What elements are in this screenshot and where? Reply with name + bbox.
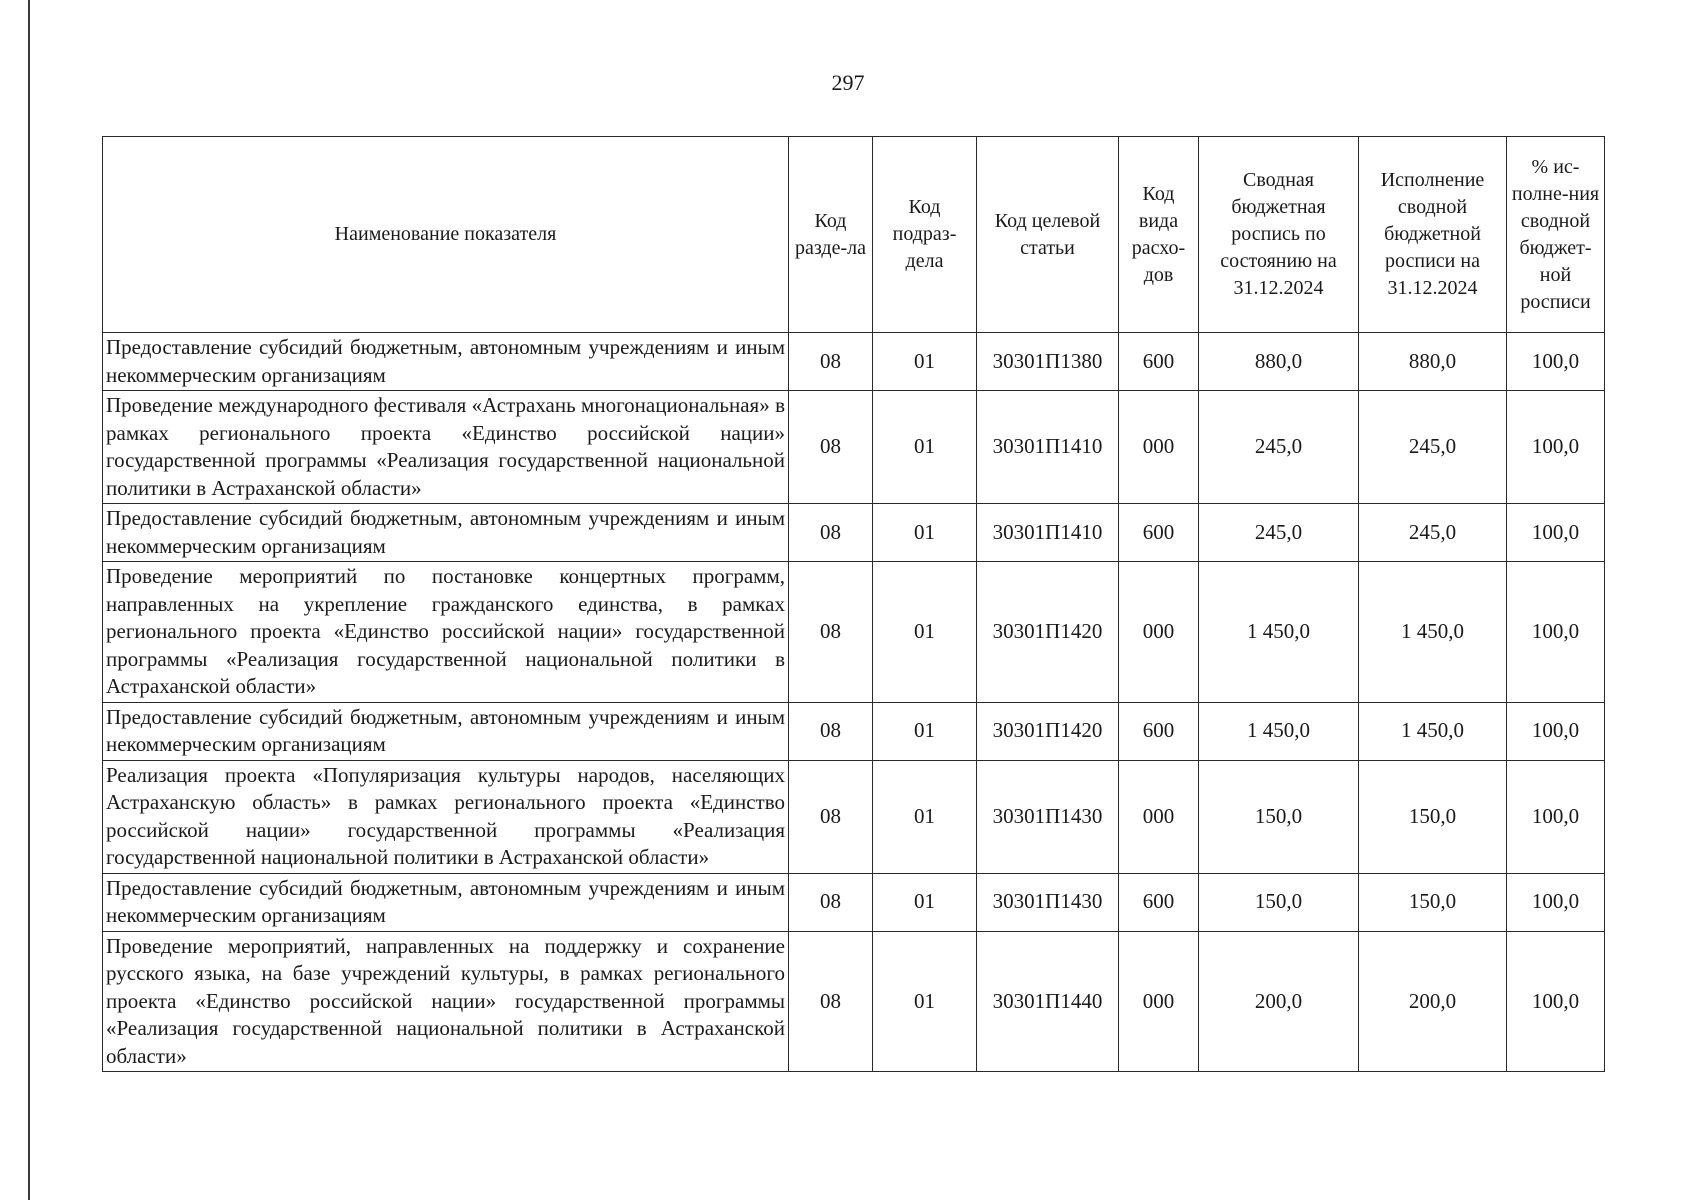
- row-expense-type: 000: [1119, 391, 1199, 504]
- table-header-row: [103, 137, 1605, 333]
- header-percent-execution: % ис-полне-ния сводной бюджет-ной росписи: [1507, 137, 1605, 333]
- row-subsection: 01: [873, 504, 977, 562]
- row-target: 30301П1410: [977, 391, 1119, 504]
- row-budget: 880,0: [1199, 333, 1359, 391]
- row-name: Предоставление субсидий бюджетным, автономным учреждениям и иным некоммерческим организациям: [103, 702, 789, 760]
- row-expense-type: 600: [1119, 702, 1199, 760]
- row-execution: 200,0: [1359, 931, 1507, 1072]
- row-section: 08: [789, 562, 873, 703]
- row-percent: 100,0: [1507, 760, 1605, 873]
- row-section: 08: [789, 873, 873, 931]
- page-number: 297: [831, 70, 865, 95]
- table-row: [103, 702, 1605, 760]
- row-target: 30301П1380: [977, 333, 1119, 391]
- row-target: 30301П1410: [977, 504, 1119, 562]
- row-percent: 100,0: [1507, 702, 1605, 760]
- row-percent: 100,0: [1507, 333, 1605, 391]
- row-budget: 200,0: [1199, 931, 1359, 1072]
- row-section: 08: [789, 931, 873, 1072]
- table-row: [103, 391, 1605, 504]
- table-row: [103, 504, 1605, 562]
- header-target-code: Код целевой статьи: [977, 137, 1119, 333]
- header-execution: Исполнение сводной бюджетной росписи на 31.12.2024: [1359, 137, 1507, 333]
- row-name: Предоставление субсидий бюджетным, автономным учреждениям и иным некоммерческим организациям: [103, 873, 789, 931]
- row-budget: 150,0: [1199, 873, 1359, 931]
- row-target: 30301П1440: [977, 931, 1119, 1072]
- header-section-code: Код разде-ла: [789, 137, 873, 333]
- row-section: 08: [789, 391, 873, 504]
- row-target: 30301П1420: [977, 562, 1119, 703]
- header-name: Наименование показателя: [103, 137, 789, 333]
- row-expense-type: 000: [1119, 931, 1199, 1072]
- row-section: 08: [789, 702, 873, 760]
- row-execution: 245,0: [1359, 504, 1507, 562]
- table-row: [103, 562, 1605, 703]
- budget-execution-table: [102, 136, 1605, 1072]
- table-row: [103, 931, 1605, 1072]
- page-binding-line: [28, 0, 30, 1200]
- row-execution: 1 450,0: [1359, 702, 1507, 760]
- table-row: [103, 873, 1605, 931]
- row-subsection: 01: [873, 760, 977, 873]
- row-target: 30301П1420: [977, 702, 1119, 760]
- row-percent: 100,0: [1507, 504, 1605, 562]
- row-section: 08: [789, 333, 873, 391]
- row-budget: 150,0: [1199, 760, 1359, 873]
- row-subsection: 01: [873, 562, 977, 703]
- row-subsection: 01: [873, 333, 977, 391]
- row-name: Предоставление субсидий бюджетным, автономным учреждениям и иным некоммерческим организациям: [103, 333, 789, 391]
- row-execution: 150,0: [1359, 873, 1507, 931]
- row-subsection: 01: [873, 873, 977, 931]
- row-subsection: 01: [873, 391, 977, 504]
- row-target: 30301П1430: [977, 873, 1119, 931]
- row-budget: 245,0: [1199, 391, 1359, 504]
- row-percent: 100,0: [1507, 873, 1605, 931]
- row-percent: 100,0: [1507, 562, 1605, 703]
- row-name: Предоставление субсидий бюджетным, автономным учреждениям и иным некоммерческим организациям: [103, 504, 789, 562]
- row-target: 30301П1430: [977, 760, 1119, 873]
- row-execution: 150,0: [1359, 760, 1507, 873]
- header-budget-schedule: Сводная бюджетная роспись по состоянию на 31.12.2024: [1199, 137, 1359, 333]
- row-budget: 245,0: [1199, 504, 1359, 562]
- row-expense-type: 600: [1119, 504, 1199, 562]
- row-execution: 880,0: [1359, 333, 1507, 391]
- table-row: [103, 333, 1605, 391]
- row-percent: 100,0: [1507, 391, 1605, 504]
- row-name: Проведение международного фестиваля «Астрахань многонациональная» в рамках регионального проекта «Единство российской нации» государственной программы «Реализация государственной национальной политики в Астраханской области»: [103, 391, 789, 504]
- row-expense-type: 000: [1119, 760, 1199, 873]
- row-name: Реализация проекта «Популяризация культуры народов, населяющих Астраханскую область» в рамках регионального проекта «Единство российской нации» государственной программы «Реализация государственной национальной политики в Астраханской области»: [103, 760, 789, 873]
- row-budget: 1 450,0: [1199, 562, 1359, 703]
- row-subsection: 01: [873, 931, 977, 1072]
- row-section: 08: [789, 760, 873, 873]
- row-expense-type: 600: [1119, 333, 1199, 391]
- table-row: [103, 760, 1605, 873]
- row-budget: 1 450,0: [1199, 702, 1359, 760]
- header-subsection-code: Код подраз-дела: [873, 137, 977, 333]
- header-expense-type-code: Код вида расхо-дов: [1119, 137, 1199, 333]
- row-percent: 100,0: [1507, 931, 1605, 1072]
- row-name: Проведение мероприятий, направленных на поддержку и сохранение русского языка, на базе учреждений культуры, в рамках регионального проекта «Единство российской нации» государственной программы «Реализация государственной национальной политики в Астраханской области»: [103, 931, 789, 1072]
- row-execution: 245,0: [1359, 391, 1507, 504]
- row-section: 08: [789, 504, 873, 562]
- row-expense-type: 600: [1119, 873, 1199, 931]
- row-expense-type: 000: [1119, 562, 1199, 703]
- row-execution: 1 450,0: [1359, 562, 1507, 703]
- row-name: Проведение мероприятий по постановке концертных программ, направленных на укрепление гражданского единства, в рамках регионального проекта «Единство российской нации» государственной программы «Реализация государственной национальной политики в Астраханской области»: [103, 562, 789, 703]
- row-subsection: 01: [873, 702, 977, 760]
